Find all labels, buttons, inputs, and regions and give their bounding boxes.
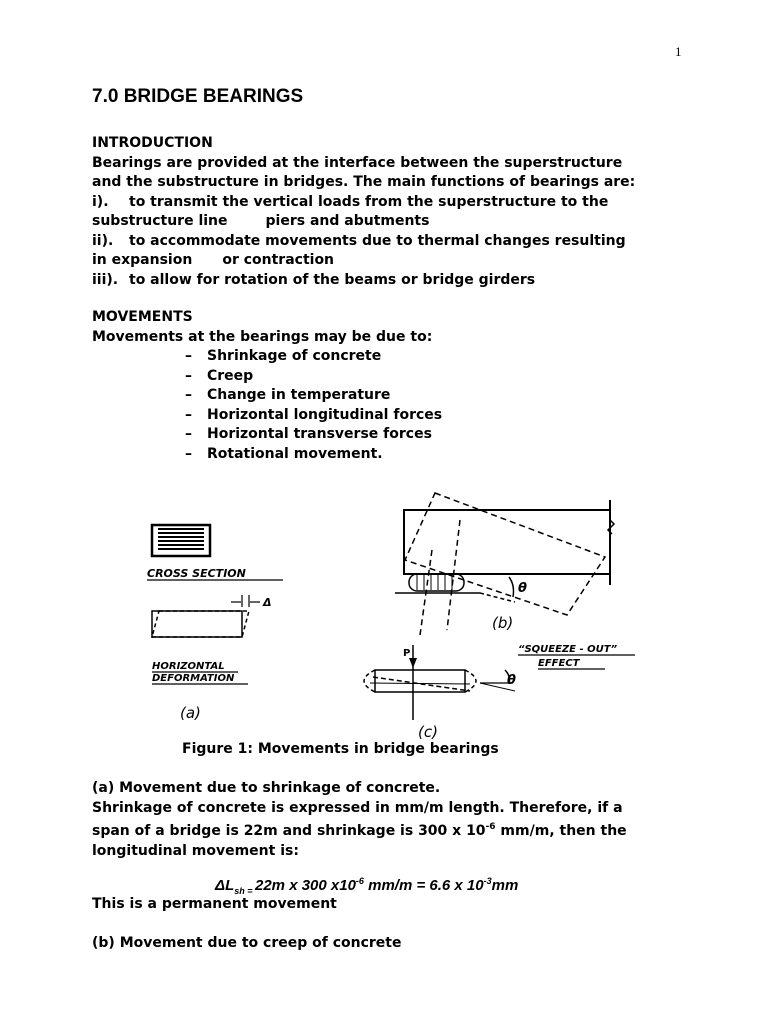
section-a-line-1: Shrinkage of concrete is expressed in mm/m length. Therefore, if a [92, 799, 623, 816]
bullet-dash: – [185, 348, 192, 364]
horizontal-label: HORIZONTAL [152, 661, 225, 672]
load-p-label: P [403, 648, 411, 659]
list-item-text: Creep [207, 367, 254, 384]
list-item-text: Horizontal longitudinal forces [207, 406, 443, 423]
section-b [92, 934, 692, 954]
list-item-text: Horizontal transverse forces [207, 426, 432, 442]
section-a-line-2-post: mm/m, then the [495, 823, 627, 839]
list-item-text: Change in temperature [207, 387, 391, 403]
cross-section-label: CROSS SECTION [147, 567, 246, 580]
section-a-heading: (a) Movement due to shrinkage of concrete. [92, 780, 441, 796]
theta-symbol-b: θ [518, 581, 527, 596]
function-i [92, 193, 692, 213]
function-ii-cont-a: in expansion [92, 252, 193, 268]
list-item [185, 445, 585, 465]
delta-symbol: Δ [263, 596, 272, 609]
section-a-line-2-sup: -6 [485, 822, 496, 832]
function-ii-cont-b: or contraction [222, 252, 335, 268]
bullet-dash: – [185, 367, 192, 384]
effect-label: EFFECT [538, 658, 580, 669]
function-iii-label: iii). [92, 271, 119, 288]
movements-list [185, 347, 585, 464]
function-iii [92, 271, 692, 291]
formula-delta: ΔL [215, 877, 235, 894]
function-ii [92, 232, 692, 252]
movements-intro: Movements at the bearings may be due to: [92, 328, 433, 345]
formula-sup-2: -3 [483, 876, 492, 886]
permanent-movement-text: This is a permanent movement [92, 896, 337, 912]
section-a [92, 779, 692, 861]
label-a: (a) [180, 704, 201, 722]
permanent-note [92, 895, 692, 915]
function-i-text: to transmit the vertical loads from the superstructure to the [129, 193, 609, 210]
bullet-dash: – [185, 406, 192, 423]
formula-sub: sh = [234, 886, 255, 896]
introduction-section [92, 134, 692, 290]
list-item [185, 406, 585, 426]
cross-section-drawing [152, 525, 210, 556]
horizontal-deformation-drawing [152, 595, 260, 637]
function-i-cont-b: piers and abutments [265, 213, 430, 229]
formula-mid: 22m x 300 x10 [255, 877, 356, 894]
page-number: 1 [675, 44, 682, 59]
shrinkage-formula [215, 876, 518, 896]
intro-line-1: Bearings are provided at the interface between the superstructure [92, 154, 623, 171]
bearing-movements-figure [135, 465, 640, 740]
formula-sup-1: -6 [355, 876, 364, 886]
function-i-cont-a: substructure line [92, 213, 228, 229]
theta-symbol-c: θ [507, 673, 516, 688]
function-i-label: i). [92, 193, 109, 210]
formula-end: mm [491, 877, 519, 894]
page-title: 7.0 BRIDGE BEARINGS [92, 86, 304, 107]
formula-mid-2: mm/m = 6.6 x 10 [363, 877, 484, 894]
bullet-dash: – [185, 426, 192, 442]
bullet-dash: – [185, 445, 192, 462]
function-ii-text: to accommodate movements due to thermal changes resulting [129, 232, 626, 249]
list-item [185, 347, 585, 367]
intro-line-2: and the substructure in bridges. The main functions of bearings are: [92, 174, 636, 190]
section-a-line-2-pre: span of a bridge is 22m and shrinkage is 300 x 10 [92, 823, 486, 839]
section-a-line-2 [92, 818, 692, 842]
label-b: (b) [492, 614, 514, 632]
section-b-heading: (b) Movement due to creep of concrete [92, 935, 402, 951]
function-ii-label: ii). [92, 232, 114, 249]
bullet-dash: – [185, 387, 192, 403]
function-i-cont [92, 212, 692, 232]
list-item [185, 425, 585, 445]
movements-heading: MOVEMENTS [92, 309, 193, 325]
section-a-line-3: longitudinal movement is: [92, 842, 299, 859]
function-iii-text: to allow for rotation of the beams or bridge girders [129, 271, 536, 288]
list-item-text: Shrinkage of concrete [207, 348, 382, 364]
deformation-label: DEFORMATION [152, 673, 235, 684]
list-item [185, 367, 585, 387]
figure-caption: Figure 1: Movements in bridge bearings [182, 741, 499, 757]
list-item [185, 386, 585, 406]
movements-section [92, 308, 692, 347]
introduction-heading: INTRODUCTION [92, 135, 213, 151]
list-item-text: Rotational movement. [207, 445, 383, 462]
function-ii-cont [92, 251, 692, 271]
squeeze-out-drawing [364, 645, 515, 720]
label-c: (c) [418, 723, 438, 740]
squeeze-out-label: “SQUEEZE - OUT” [518, 644, 618, 655]
